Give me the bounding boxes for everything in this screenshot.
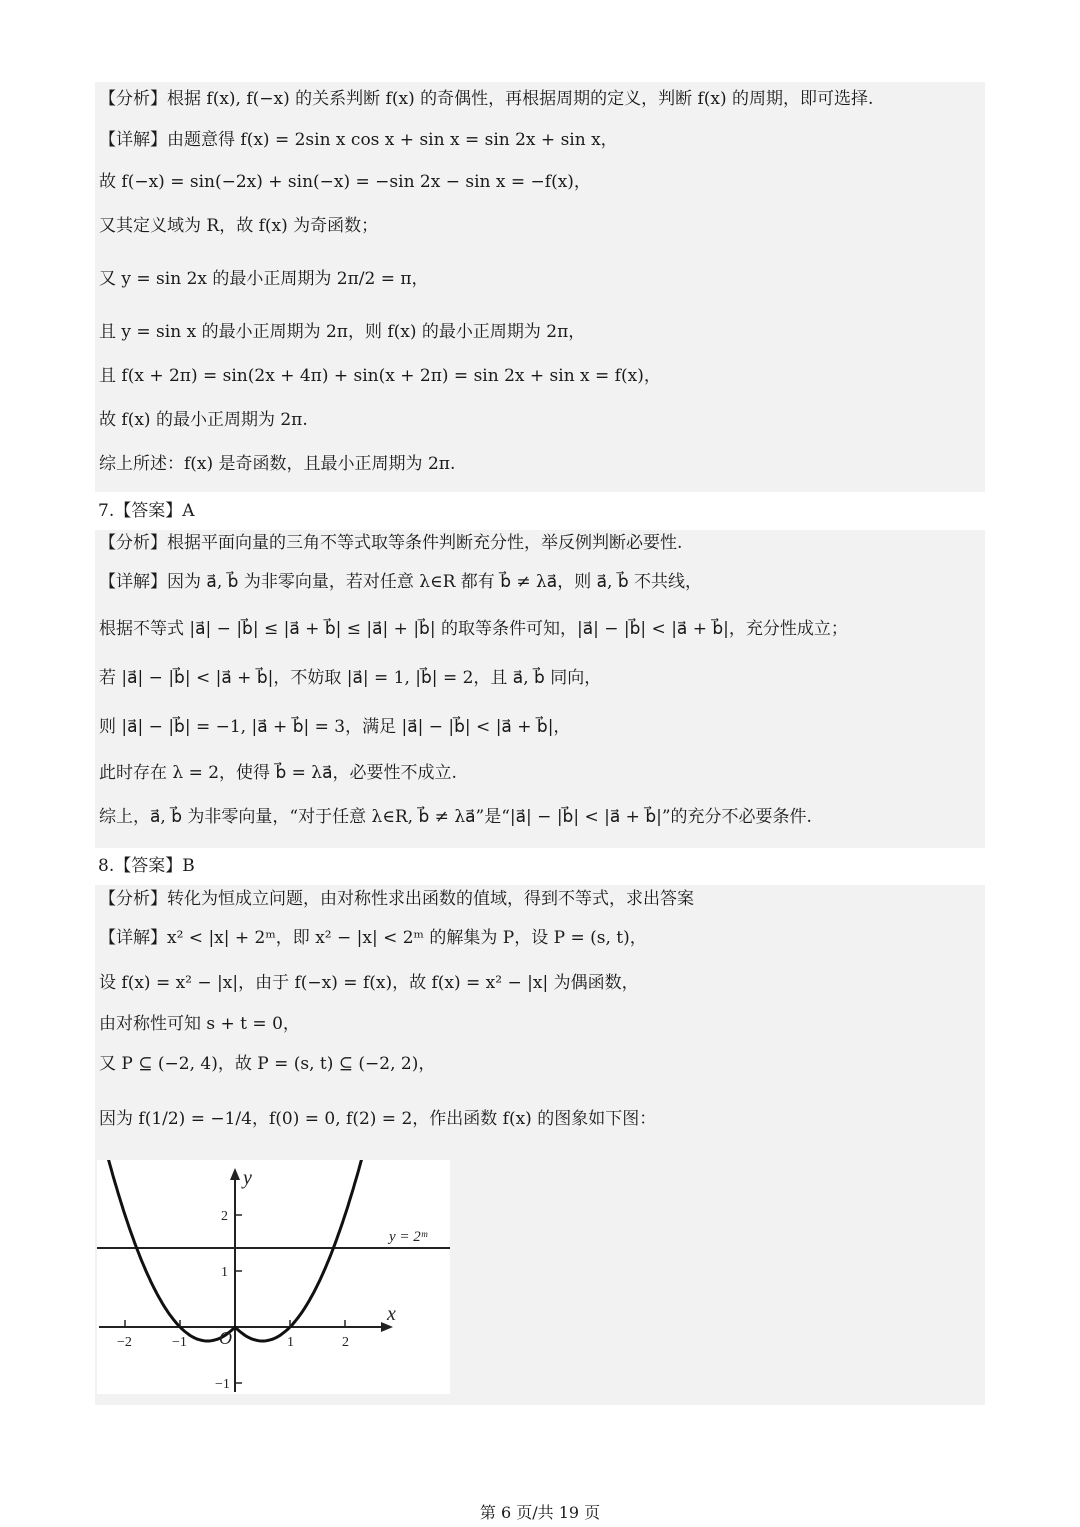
y-tick-marks — [235, 1215, 242, 1383]
text-line: 【分析】根据平面向量的三角不等式取等条件判断充分性，举反例判断必要性. — [99, 533, 683, 553]
x-tick-label: 2 — [342, 1335, 349, 1350]
text-line: 又 y = sin 2x 的最小正周期为 2π/2 = π， — [99, 269, 429, 289]
text-line: 故 f(−x) = sin(−2x) + sin(−x) = −sin 2x − sin x = −f(x)， — [99, 172, 591, 192]
text-line: 【详解】因为 a⃗, b⃗ 为非零向量，若对任意 λ∈R 都有 b⃗ ≠ λa⃗，则 a⃗, b⃗ 不共线， — [99, 572, 703, 592]
text-line: 综上，a⃗, b⃗ 为非零向量，“对于任意 λ∈R, b⃗ ≠ λa⃗”是“|a⃗| − |b⃗| < |a⃗ + b⃗|”的充分不必要条件. — [99, 807, 812, 827]
line-label: y = 2ᵐ — [389, 1229, 428, 1245]
y-tick-label: −1 — [215, 1377, 230, 1392]
function-graph — [97, 1160, 450, 1394]
x-tick-label: −2 — [117, 1335, 132, 1350]
text-line: 此时存在 λ = 2，使得 b⃗ = λa⃗，必要性不成立. — [99, 763, 457, 783]
x-axis-label: x — [387, 1303, 396, 1325]
text-line: 【详解】x² < |x| + 2ᵐ，即 x² − |x| < 2ᵐ 的解集为 P，设 P = (s, t)， — [99, 928, 647, 948]
y-tick-label: 2 — [221, 1209, 228, 1224]
text-line: 根据不等式 |a⃗| − |b⃗| ≤ |a⃗ + b⃗| ≤ |a⃗| + |b⃗| 的取等条件可知，|a⃗| − |b⃗| < |a⃗ + b⃗|，充分性成立； — [99, 619, 848, 639]
text-line: 由对称性可知 s + t = 0， — [99, 1014, 300, 1034]
y-axis-label: y — [243, 1167, 252, 1189]
answer-heading-7: 7.【答案】A — [98, 501, 195, 521]
solution-block-7 — [95, 530, 985, 848]
origin-label: O — [219, 1328, 232, 1348]
x-tick-label: −1 — [172, 1335, 187, 1350]
text-line: 且 f(x + 2π) = sin(2x + 4π) + sin(x + 2π) = sin 2x + sin x = f(x)， — [99, 366, 661, 386]
page-footer: 第 6 页/共 19 页 — [479, 1503, 601, 1522]
text-line: 因为 f(1/2) = −1/4，f(0) = 0, f(2) = 2，作出函数 f(x) 的图象如下图： — [99, 1109, 657, 1129]
y-tick-label: 1 — [221, 1265, 228, 1280]
text-line: 若 |a⃗| − |b⃗| < |a⃗ + b⃗|，不妨取 |a⃗| = 1, |b⃗| = 2，且 a⃗, b⃗ 同向， — [99, 668, 602, 688]
text-line: 又 P ⊆ (−2, 4)，故 P = (s, t) ⊆ (−2, 2)， — [99, 1054, 436, 1074]
text-line: 【分析】根据 f(x), f(−x) 的关系判断 f(x) 的奇偶性，再根据周期的定义，判断 f(x) 的周期，即可选择. — [99, 89, 874, 109]
text-line: 【详解】由题意得 f(x) = 2sin x cos x + sin x = sin 2x + sin x， — [99, 130, 618, 150]
answer-heading-8: 8.【答案】B — [98, 856, 195, 876]
text-line: 且 y = sin x 的最小正周期为 2π，则 f(x) 的最小正周期为 2π， — [99, 322, 586, 342]
text-line: 又其定义域为 R，故 f(x) 为奇函数； — [99, 216, 379, 236]
y-axis-arrow — [230, 1168, 240, 1180]
text-line: 【分析】转化为恒成立问题，由对称性求出函数的值域，得到不等式，求出答案 — [99, 889, 694, 909]
text-line: 则 |a⃗| − |b⃗| = −1, |a⃗ + b⃗| = 3，满足 |a⃗| − |b⃗| < |a⃗ + b⃗|， — [99, 717, 571, 737]
x-tick-label: 1 — [287, 1335, 294, 1350]
solution-block-6 — [95, 82, 985, 492]
text-line: 综上所述：f(x) 是奇函数，且最小正周期为 2π. — [99, 454, 456, 474]
text-line: 故 f(x) 的最小正周期为 2π. — [99, 410, 308, 430]
text-line: 设 f(x) = x² − |x|，由于 f(−x) = f(x)，故 f(x) = x² − |x| 为偶函数， — [99, 973, 639, 993]
